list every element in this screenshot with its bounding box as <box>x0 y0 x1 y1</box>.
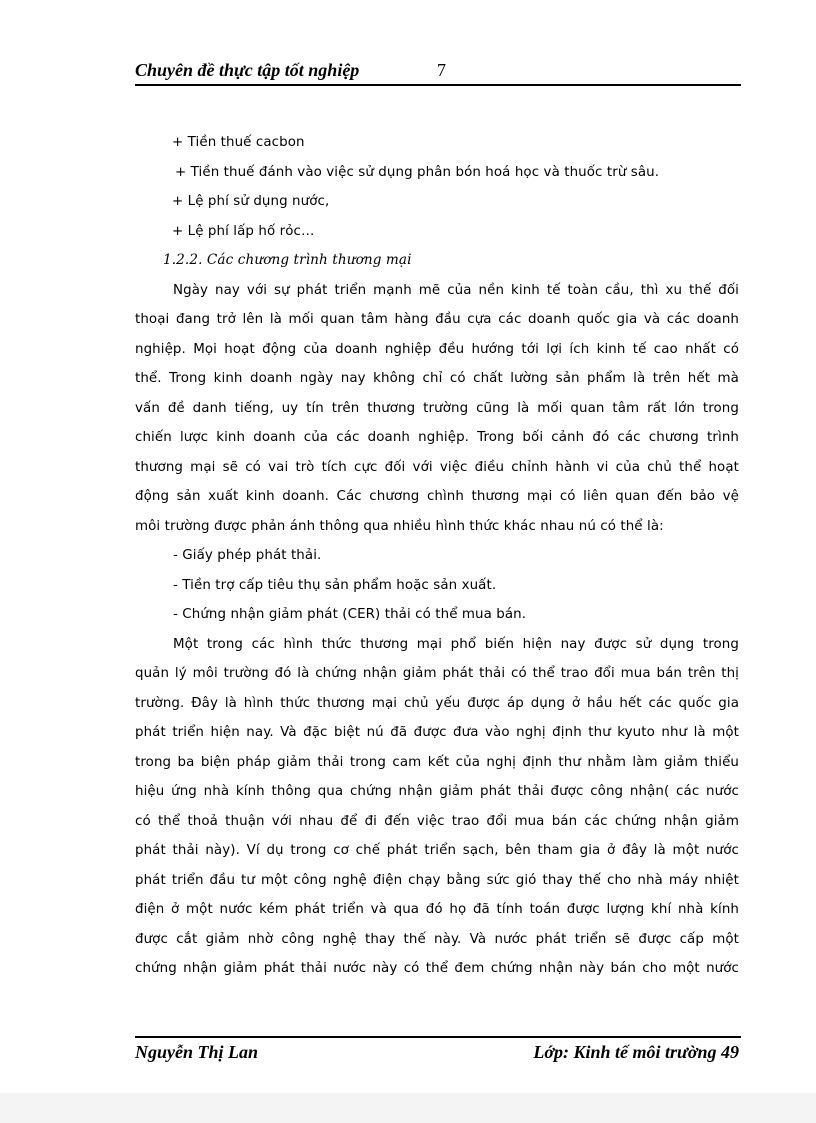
footer-rule <box>135 1036 741 1038</box>
paragraph-line: phát triển đầu tư một công nghệ điện chạy bằng sức gió thay thế cho nhà máy nhiệt <box>135 872 739 888</box>
section-heading: 1.2.2. Các chương trình thương mại <box>163 252 412 268</box>
paragraph-line: vấn đề danh tiếng, uy tín trên thương trường cũng là mối quan tâm rất lớn trong <box>135 400 739 416</box>
body-text <box>135 128 739 984</box>
page-bottom-strip <box>0 1093 816 1123</box>
paragraph-line: có thể thoả thuận với nhau để đi đến việc trao đổi mua bán các chứng nhận giảm <box>135 813 739 829</box>
paragraph-line: môi trường được phản ánh thông qua nhiều hình thức khác nhau nú có thể là: <box>135 518 664 534</box>
paragraph-line: phát thải này). Ví dụ trong cơ chế phát triển sạch, bên tham gia ở đây là một nước <box>135 843 739 858</box>
paragraph-line: được cắt giảm nhờ công nghệ thay thế này. Và nước phát triển sẽ được cấp một <box>135 931 739 947</box>
paragraph-line: thương mại sẽ có vai trò tích cực đối với việc điều chỉnh hành vi của chủ thể hoạt <box>135 459 739 475</box>
paragraph-line: quản lý môi trường đó là chứng nhận giảm phát thải có thể trao đổi mua bán trên thị <box>135 666 739 681</box>
paragraph-line: thoại đang trở lên là mối quan tâm hàng đầu cựa các doanh quốc gia và các doanh <box>135 312 739 327</box>
paragraph-line: chứng nhận giảm phát thải nước này có thể đem chứng nhận này bán cho một nước <box>135 961 739 976</box>
paragraph-line: điện ở một nước kém phát triển và qua đó họ đã tính toán được lượng khí nhà kính <box>135 902 739 917</box>
paragraph-line: trường. Đây là hình thức thương mại chủ yếu được áp dụng ở hầu hết các quốc gia <box>135 695 739 711</box>
paragraph-line: Một trong các hình thức thương mại phổ biến hiện nay được sử dụng trong <box>173 636 739 652</box>
dash-item: - Tiền trợ cấp tiêu thụ sản phẩm hoặc sản xuất. <box>173 577 497 593</box>
paragraph-line: thể. Trong kinh doanh ngày nay không chỉ có chất lường sản phẩm là trên hết mà <box>135 371 739 386</box>
bullet-line: + Tiền thuế đánh vào việc sử dụng phân bón hoá học và thuốc trừ sâu. <box>175 164 660 180</box>
dash-item: - Giấy phép phát thải. <box>173 548 322 563</box>
bullet-line: + Lệ phí sử dụng nước, <box>172 194 330 209</box>
paragraph-line: phát triển hiện nay. Và đặc biệt nú đã được đưa vào nghị định thư kyuto như là một <box>135 725 739 740</box>
paragraph-line: nghiệp. Mọi hoạt động của doanh nghiệp đều hướng tới lợi ích kinh tế cao nhất có <box>135 341 739 357</box>
header-rule <box>135 84 741 86</box>
footer-author: Nguyễn Thị Lan <box>135 1042 259 1062</box>
paragraph-line: trong ba biện pháp giảm thải trong cam kết của nghị định thư nhằm làm giảm thiểu <box>135 754 739 770</box>
dash-item: - Chứng nhận giảm phát (CER) thải có thể mua bán. <box>173 607 527 622</box>
bullet-line: + Lệ phí lấp hố rỏc… <box>172 223 315 239</box>
page-number: 7 <box>437 60 446 80</box>
paragraph-line: chiến lược kinh doanh của các doanh nghiệp. Trong bối cảnh đó các chương trình <box>135 430 739 445</box>
paragraph-line: Ngày nay với sự phát triển mạnh mẽ của nền kinh tế toàn cầu, thì xu thế đối <box>173 282 739 298</box>
page-footer <box>135 1040 741 1068</box>
paragraph-line: động sản xuất kinh doanh. Các chương chình thương mại có liên quan đến bảo vệ <box>135 489 739 504</box>
header-title: Chuyên đề thực tập tốt nghiệp <box>135 60 360 80</box>
footer-class: Lớp: Kinh tế môi trường 49 <box>533 1042 739 1062</box>
paragraph-line: hiệu ứng nhà kính thông qua chứng nhận giảm phát thải được công nhận( các nước <box>135 784 739 799</box>
bullet-line: + Tiền thuế cacbon <box>172 135 305 150</box>
